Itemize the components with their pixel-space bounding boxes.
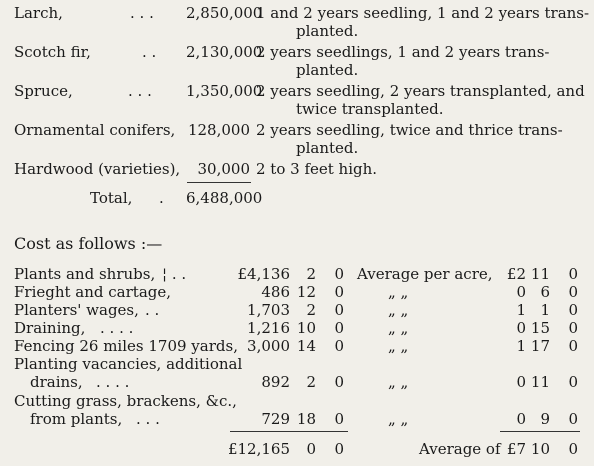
cost-total-pence: 0 — [334, 440, 344, 458]
cost-pence: 0 — [334, 319, 344, 337]
plant-description-cont: planted. — [296, 61, 359, 79]
leader-dots: . . — [145, 301, 160, 319]
average-total-pounds: £7 — [506, 440, 526, 458]
average-pence: 0 — [568, 265, 578, 283]
cost-pence: 0 — [334, 337, 344, 355]
cost-shillings: 18 — [296, 410, 316, 428]
plant-name: Larch, — [14, 4, 63, 22]
cost-shillings: 12 — [296, 283, 316, 301]
plant-description: 2 to 3 feet high. — [256, 160, 378, 178]
average-label: Average per acre, — [357, 265, 493, 283]
cost-label: Plants and shrubs, — [14, 265, 156, 283]
average-shillings: 11 — [530, 265, 550, 283]
cost-label-cont: from plants, — [30, 410, 123, 428]
cost-pence: 0 — [334, 265, 344, 283]
average-shillings: 11 — [530, 373, 550, 391]
average-sum-rule — [500, 431, 580, 432]
leader-dots: . . . . — [100, 319, 134, 337]
ditto-marks: „ „ — [388, 410, 409, 428]
plant-name: Spruce, — [14, 82, 73, 100]
average-pence: 0 — [568, 319, 578, 337]
total-value: 6,488,000 — [186, 189, 263, 207]
plant-description: 2 years seedlings, 1 and 2 years trans- — [256, 43, 550, 61]
cost-pounds: £4,136 — [237, 265, 290, 283]
plant-name: Ornamental conifers, — [14, 121, 176, 139]
average-shillings: 15 — [530, 319, 550, 337]
plant-count: 2,130,000 — [186, 43, 263, 61]
average-pence: 0 — [568, 410, 578, 428]
plant-description: 2 years seedling, twice and thrice trans- — [256, 121, 563, 139]
cost-pounds: 1,703 — [247, 301, 290, 319]
average-pounds: 0 — [516, 410, 526, 428]
cost-pounds: 3,000 — [247, 337, 290, 355]
plant-count: 30,000 — [197, 160, 250, 178]
plant-description: 2 years seedling, 2 years transplanted, and — [256, 82, 585, 100]
average-pounds: 1 — [516, 337, 526, 355]
total-label: Total, — [90, 189, 133, 207]
average-shillings: 17 — [530, 337, 550, 355]
cost-label: Cutting grass, brackens, &c., — [14, 392, 237, 410]
average-shillings: 1 — [540, 301, 550, 319]
cost-shillings: 2 — [306, 265, 316, 283]
cost-pounds: 892 — [261, 373, 290, 391]
average-total-label: Average of — [419, 440, 501, 458]
leader-dots: . . — [142, 43, 157, 61]
cost-pounds: 486 — [261, 283, 290, 301]
average-pounds: 0 — [516, 373, 526, 391]
plant-name: Hardwood (varieties), — [14, 160, 181, 178]
cost-label: Draining, — [14, 319, 86, 337]
cost-heading: Cost as follows :— — [14, 234, 163, 253]
average-pence: 0 — [568, 283, 578, 301]
ditto-marks: „ „ — [388, 337, 409, 355]
cost-label-cont: drains, — [30, 373, 83, 391]
average-pounds: 0 — [516, 283, 526, 301]
leader-dots: ¦ . . — [162, 265, 187, 283]
average-pence: 0 — [568, 337, 578, 355]
cost-shillings: 14 — [296, 337, 316, 355]
plant-description: 1 and 2 years seedling, 1 and 2 years trans- — [256, 4, 590, 22]
plant-count: 128,000 — [187, 121, 250, 139]
cost-label: Fencing 26 miles 1709 yards, — [14, 337, 238, 355]
average-pounds: 1 — [516, 301, 526, 319]
average-pounds: 0 — [516, 319, 526, 337]
cost-shillings: 2 — [306, 373, 316, 391]
plant-description-cont: twice transplanted. — [296, 100, 444, 118]
cost-total-pounds: £12,165 — [227, 440, 290, 458]
average-total-shillings: 10 — [530, 440, 550, 458]
cost-pence: 0 — [334, 373, 344, 391]
cost-pence: 0 — [334, 283, 344, 301]
plant-count: 2,850,000 — [186, 4, 263, 22]
average-pence: 0 — [568, 301, 578, 319]
leader-dots: . . . — [130, 4, 154, 22]
leader-dots: . . . — [136, 410, 160, 428]
cost-label: Frieght and cartage, — [14, 283, 172, 301]
ditto-marks: „ „ — [388, 319, 409, 337]
average-shillings: 9 — [540, 410, 550, 428]
average-shillings: 6 — [540, 283, 550, 301]
plant-count: 1,350,000 — [186, 82, 263, 100]
average-total-pence: 0 — [568, 440, 578, 458]
total-rule — [187, 182, 251, 183]
cost-shillings: 10 — [296, 319, 316, 337]
plant-description-cont: planted. — [296, 139, 359, 157]
plant-description-cont: planted. — [296, 22, 359, 40]
ditto-marks: „ „ — [388, 301, 409, 319]
cost-pence: 0 — [334, 301, 344, 319]
cost-label: Planting vacancies, additional — [14, 355, 243, 373]
average-pence: 0 — [568, 373, 578, 391]
cost-shillings: 2 — [306, 301, 316, 319]
sum-rule — [230, 431, 348, 432]
cost-pence: 0 — [334, 410, 344, 428]
plant-name: Scotch fir, — [14, 43, 91, 61]
cost-label: Planters' wages, — [14, 301, 139, 319]
leader-dots: . . . . — [96, 373, 130, 391]
cost-total-shillings: 0 — [306, 440, 316, 458]
ditto-marks: „ „ — [388, 283, 409, 301]
cost-pounds: 729 — [261, 410, 290, 428]
leader-dots: . . . — [128, 82, 152, 100]
leader-dots: . — [159, 189, 164, 207]
ditto-marks: „ „ — [388, 373, 409, 391]
average-pounds: £2 — [506, 265, 526, 283]
cost-pounds: 1,216 — [247, 319, 290, 337]
